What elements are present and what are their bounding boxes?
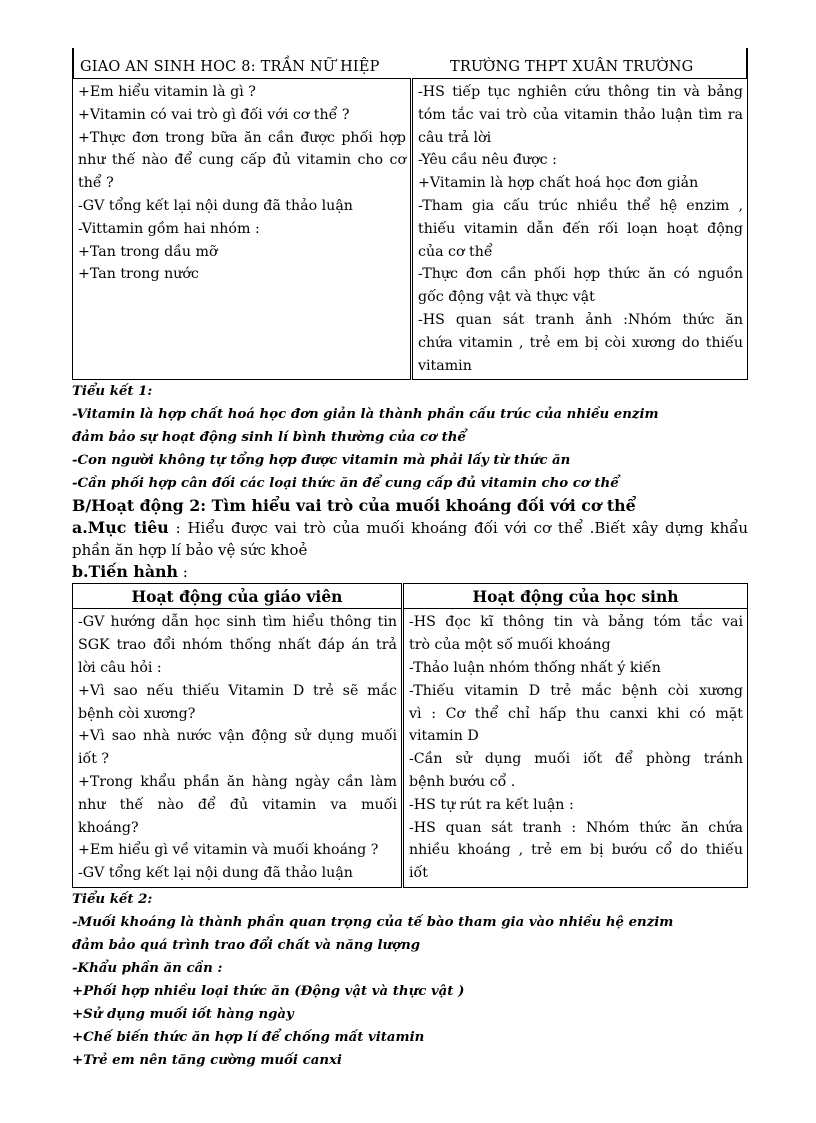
table-line: -HS tiếp tục nghiên cứu thông tin và bảng	[418, 84, 743, 100]
summary-1	[72, 380, 748, 495]
goal-line-2: phần ăn hợp lí bảo vệ sức khoẻ	[72, 541, 308, 560]
procedure-label: b.Tiến hành	[72, 562, 179, 582]
table-line: vitamin	[418, 357, 472, 374]
activity-2-heading: B/Hoạt động 2: Tìm hiểu vai trò của muối khoáng đối với cơ thể	[72, 496, 636, 516]
table-line: +Vitamin có vai trò gì đối với cơ thể ?	[78, 106, 350, 123]
teacher-column	[73, 79, 412, 380]
table-line: chứa vitamin , trẻ em bị còi xương do thiếu	[418, 334, 743, 351]
table-line: +Vitamin là hợp chất hoá học đơn giản	[418, 175, 699, 192]
table-line: của cơ thể	[418, 243, 493, 260]
summary-line: +Trẻ em nên tăng cường muối canxi	[72, 1052, 342, 1068]
summary-line: -Cần phối hợp cân đối các loại thức ăn để cung cấp đủ vitamin cho cơ thể	[72, 476, 619, 492]
table-line: iốt ?	[78, 751, 110, 768]
student-column	[412, 79, 748, 380]
table-line: -Thảo luận nhóm thống nhất ý kiến	[409, 659, 661, 676]
table-line: -HS quan sát tranh ảnh :Nhóm thức ăn	[418, 311, 743, 328]
summary-line: -Vitamin là hợp chất hoá học đơn giản là thành phần cấu trúc của nhiều enzim	[72, 407, 659, 423]
table-line: nhiều khoáng , trẻ em bị bướu cổ do thiếu	[409, 842, 743, 859]
table-line: lời câu hỏi :	[78, 659, 162, 676]
summary-line: đảm bảo sự hoạt động sinh lí bình thường của cơ thể	[72, 430, 466, 446]
summary-title: Tiểu kết 2:	[72, 891, 153, 907]
table-line: câu trả lời	[418, 129, 492, 146]
summary-line: -Con người không tự tổng hợp được vitamin mà phải lấy từ thức ăn	[72, 453, 571, 469]
procedure-line	[72, 561, 748, 583]
goal-line	[72, 517, 748, 539]
summary-line: -Khẩu phần ăn cần :	[72, 960, 223, 976]
table-line: thiếu vitamin dẫn đến rối loạn hoạt động	[418, 220, 743, 237]
table-line: SGK trao đổi nhóm thống nhất đáp án trả	[78, 637, 397, 654]
table-line: -Yêu cầu nêu được :	[418, 152, 557, 169]
table-line: -Thực đơn cần phối hợp thức ăn có nguồn	[418, 266, 743, 283]
summary-line: đảm bảo quá trình trao đổi chất và năng lượng	[72, 937, 421, 953]
page-header	[72, 48, 748, 78]
table-line: -Vittamin gồm hai nhóm :	[78, 220, 260, 237]
table-line: bệnh bướu cổ .	[409, 773, 516, 790]
student-column-header: Hoạt động của học sinh	[403, 584, 748, 609]
table-line: thể ?	[78, 175, 114, 192]
header-left: GIAO AN SINH HOC 8: TRẦN NỮ HIỆP	[80, 59, 380, 75]
table-line: tóm tắc vai trò của vitamin thảo luận tìm ra	[418, 106, 743, 123]
procedure-suffix: :	[178, 563, 188, 582]
table-line: -Cần sử dụng muối iốt để phòng tránh	[409, 751, 743, 768]
table-line: như thế nào để đủ vitamin va muối	[78, 796, 397, 813]
teacher-column-header: Hoạt động của giáo viên	[73, 584, 403, 609]
table-line: -HS tự rút ra kết luận :	[409, 796, 574, 813]
table-line: +Trong khẩu phần ăn hàng ngày cần làm	[78, 773, 397, 790]
goal-text: : Hiểu được vai trò của muối khoáng đối với cơ thể .Biết xây dựng khẩu	[168, 519, 748, 538]
table-line: -Thiếu vitamin D trẻ mắc bệnh còi xương	[409, 682, 743, 699]
summary-line: +Sử dụng muối iốt hàng ngày	[72, 1006, 294, 1022]
goal-label: a.Mục tiêu	[72, 518, 169, 538]
document-page	[72, 48, 748, 1072]
table-line: trò của một số muối khoáng	[409, 637, 611, 654]
table-line: iốt	[409, 865, 428, 882]
summary-line: +Chế biến thức ăn hợp lí để chống mất vitamin	[72, 1029, 425, 1045]
header-right: TRƯỜNG THPT XUÂN TRƯỜNG	[450, 59, 694, 75]
table-line: +Em hiểu vitamin là gì ?	[78, 84, 256, 100]
table-line: -GV tổng kết lại nội dung đã thảo luận	[78, 197, 353, 214]
table-line: bệnh còi xương?	[78, 705, 196, 722]
table-line: +Thực đơn trong bữa ăn cần được phối hợp	[78, 129, 406, 146]
summary-2	[72, 888, 748, 1072]
activity-2-goal	[72, 517, 748, 583]
table-line: +Vì sao nhà nước vận động sử dụng muối	[78, 728, 397, 745]
summary-line: -Muối khoáng là thành phần quan trọng của tế bào tham gia vào nhiều hệ enzim	[72, 914, 674, 930]
table-line: khoáng?	[78, 819, 139, 836]
vitamin-activity-table	[72, 78, 748, 380]
teacher-column	[73, 609, 403, 888]
table-line: như thế nào để cung cấp đủ vitamin cho cơ	[78, 152, 406, 169]
table-line: +Tan trong nước	[78, 266, 199, 283]
student-column	[403, 609, 748, 888]
table-line: -GV hướng dẫn học sinh tìm hiểu thông tin	[78, 614, 397, 631]
table-line: -Tham gia cấu trúc nhiều thể hệ enzim ,	[418, 197, 743, 214]
table-line: -GV tổng kết lại nội dung đã thảo luận	[78, 865, 353, 882]
table-line: -HS quan sát tranh : Nhóm thức ăn chứa	[409, 819, 743, 836]
summary-title: Tiểu kết 1:	[72, 384, 153, 400]
table-line: +Em hiểu gì về vitamin và muối khoáng ?	[78, 842, 379, 859]
mineral-activity-table	[72, 583, 748, 888]
table-line: +Vì sao nếu thiếu Vitamin D trẻ sẽ mắc	[78, 682, 397, 699]
table-line: vì : Cơ thể chỉ hấp thu canxi khi có mặt	[409, 705, 743, 722]
table-line: -HS đọc kĩ thông tin và bảng tóm tắc vai	[409, 614, 743, 631]
summary-line: +Phối hợp nhiều loại thức ăn (Động vật và thực vật )	[72, 983, 465, 999]
table-line: +Tan trong dầu mỡ	[78, 243, 218, 260]
table-line: gốc động vật và thực vật	[418, 289, 595, 306]
table-line: vitamin D	[409, 728, 479, 745]
